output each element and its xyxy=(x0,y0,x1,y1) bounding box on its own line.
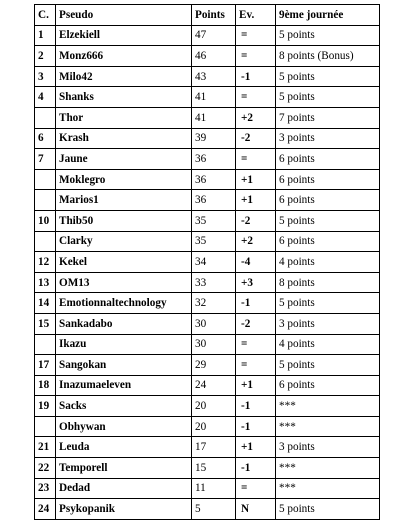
cell-matchday-points: 7 points xyxy=(276,107,380,128)
cell-pseudo: Sangokan xyxy=(56,355,192,376)
cell-rank: 2 xyxy=(35,46,56,67)
table-row xyxy=(35,107,380,128)
table-row xyxy=(35,313,380,334)
table-row xyxy=(35,25,380,46)
cell-points: 47 xyxy=(192,25,236,46)
table-header xyxy=(35,5,380,26)
cell-evolution: = xyxy=(236,87,276,108)
cell-matchday-points: 6 points xyxy=(276,149,380,170)
table-row xyxy=(35,149,380,170)
cell-points: 20 xyxy=(192,416,236,437)
table-row xyxy=(35,272,380,293)
cell-pseudo: Temporell xyxy=(56,458,192,479)
cell-matchday-points: 5 points xyxy=(276,66,380,87)
cell-pseudo: Shanks xyxy=(56,87,192,108)
cell-evolution: = xyxy=(236,25,276,46)
cell-evolution: +1 xyxy=(236,190,276,211)
cell-matchday-points: *** xyxy=(276,416,380,437)
cell-rank: 13 xyxy=(35,272,56,293)
cell-evolution: N xyxy=(236,499,276,520)
table-row xyxy=(35,128,380,149)
cell-points: 5 xyxy=(192,499,236,520)
table-body xyxy=(35,25,380,519)
cell-rank: 19 xyxy=(35,396,56,417)
cell-evolution: +2 xyxy=(236,231,276,252)
header-row xyxy=(35,5,380,26)
cell-points: 46 xyxy=(192,46,236,67)
cell-rank: 15 xyxy=(35,313,56,334)
cell-matchday-points: 5 points xyxy=(276,210,380,231)
cell-matchday-points: 6 points xyxy=(276,375,380,396)
cell-pseudo: Sankadabo xyxy=(56,313,192,334)
cell-evolution: -1 xyxy=(236,66,276,87)
cell-evolution: -4 xyxy=(236,252,276,273)
cell-matchday-points: 6 points xyxy=(276,190,380,211)
cell-pseudo: Thor xyxy=(56,107,192,128)
cell-evolution: -1 xyxy=(236,293,276,314)
table-row xyxy=(35,334,380,355)
cell-matchday-points: 5 points xyxy=(276,499,380,520)
table-row xyxy=(35,437,380,458)
cell-points: 11 xyxy=(192,478,236,499)
cell-pseudo: Thib50 xyxy=(56,210,192,231)
cell-matchday-points: 3 points xyxy=(276,313,380,334)
cell-pseudo: Krash xyxy=(56,128,192,149)
cell-matchday-points: *** xyxy=(276,396,380,417)
table-row xyxy=(35,87,380,108)
cell-matchday-points: 5 points xyxy=(276,87,380,108)
cell-pseudo: OM13 xyxy=(56,272,192,293)
standings-table xyxy=(34,4,380,520)
cell-matchday-points: 5 points xyxy=(276,293,380,314)
cell-points: 15 xyxy=(192,458,236,479)
header-evolution: Ev. xyxy=(236,5,276,26)
cell-rank: 17 xyxy=(35,355,56,376)
cell-rank: 3 xyxy=(35,66,56,87)
cell-points: 36 xyxy=(192,149,236,170)
cell-rank: 22 xyxy=(35,458,56,479)
cell-rank xyxy=(35,416,56,437)
table-row xyxy=(35,355,380,376)
cell-pseudo: Obhywan xyxy=(56,416,192,437)
cell-matchday-points: *** xyxy=(276,478,380,499)
cell-points: 30 xyxy=(192,313,236,334)
cell-pseudo: Emotionnaltechnology xyxy=(56,293,192,314)
cell-evolution: = xyxy=(236,149,276,170)
cell-matchday-points: 6 points xyxy=(276,231,380,252)
table-row xyxy=(35,169,380,190)
header-pseudo: Pseudo xyxy=(56,5,192,26)
cell-rank: 4 xyxy=(35,87,56,108)
table-row xyxy=(35,375,380,396)
cell-pseudo: Sacks xyxy=(56,396,192,417)
cell-matchday-points: 3 points xyxy=(276,128,380,149)
header-points: Points xyxy=(192,5,236,26)
table-row xyxy=(35,252,380,273)
cell-rank: 12 xyxy=(35,252,56,273)
table-row xyxy=(35,396,380,417)
cell-rank: 23 xyxy=(35,478,56,499)
cell-evolution: -2 xyxy=(236,210,276,231)
cell-evolution: = xyxy=(236,46,276,67)
table-row xyxy=(35,46,380,67)
cell-pseudo: Jaune xyxy=(56,149,192,170)
cell-rank xyxy=(35,334,56,355)
table-row xyxy=(35,293,380,314)
cell-points: 41 xyxy=(192,87,236,108)
cell-matchday-points: 8 points (Bonus) xyxy=(276,46,380,67)
cell-rank xyxy=(35,107,56,128)
cell-rank xyxy=(35,231,56,252)
cell-pseudo: Moklegro xyxy=(56,169,192,190)
cell-evolution: -2 xyxy=(236,313,276,334)
cell-points: 43 xyxy=(192,66,236,87)
cell-points: 30 xyxy=(192,334,236,355)
cell-pseudo: Inazumaeleven xyxy=(56,375,192,396)
cell-points: 20 xyxy=(192,396,236,417)
standings-table-container xyxy=(34,4,380,520)
table-row xyxy=(35,458,380,479)
cell-rank: 21 xyxy=(35,437,56,458)
cell-evolution: +1 xyxy=(236,169,276,190)
cell-evolution: +3 xyxy=(236,272,276,293)
cell-points: 41 xyxy=(192,107,236,128)
cell-matchday-points: *** xyxy=(276,458,380,479)
table-row xyxy=(35,190,380,211)
table-row xyxy=(35,66,380,87)
cell-matchday-points: 4 points xyxy=(276,334,380,355)
cell-points: 36 xyxy=(192,190,236,211)
cell-evolution: -1 xyxy=(236,396,276,417)
cell-pseudo: Ikazu xyxy=(56,334,192,355)
cell-rank: 10 xyxy=(35,210,56,231)
cell-pseudo: Leuda xyxy=(56,437,192,458)
cell-rank xyxy=(35,169,56,190)
cell-pseudo: Dedad xyxy=(56,478,192,499)
header-matchday-9: 9ème journée xyxy=(276,5,380,26)
cell-pseudo: Marios1 xyxy=(56,190,192,211)
cell-pseudo: Clarky xyxy=(56,231,192,252)
header-rank: C. xyxy=(35,5,56,26)
cell-pseudo: Elzekiell xyxy=(56,25,192,46)
cell-evolution: +1 xyxy=(236,437,276,458)
cell-evolution: -2 xyxy=(236,128,276,149)
cell-pseudo: Monz666 xyxy=(56,46,192,67)
table-row xyxy=(35,210,380,231)
cell-points: 35 xyxy=(192,210,236,231)
cell-points: 36 xyxy=(192,169,236,190)
cell-points: 35 xyxy=(192,231,236,252)
cell-evolution: +2 xyxy=(236,107,276,128)
cell-points: 33 xyxy=(192,272,236,293)
cell-evolution: = xyxy=(236,334,276,355)
cell-matchday-points: 5 points xyxy=(276,355,380,376)
cell-matchday-points: 6 points xyxy=(276,169,380,190)
cell-evolution: = xyxy=(236,478,276,499)
cell-rank: 14 xyxy=(35,293,56,314)
table-row xyxy=(35,416,380,437)
cell-rank: 6 xyxy=(35,128,56,149)
cell-evolution: -1 xyxy=(236,458,276,479)
cell-rank: 1 xyxy=(35,25,56,46)
cell-points: 17 xyxy=(192,437,236,458)
cell-points: 34 xyxy=(192,252,236,273)
cell-rank: 18 xyxy=(35,375,56,396)
cell-rank: 7 xyxy=(35,149,56,170)
cell-rank xyxy=(35,190,56,211)
cell-rank: 24 xyxy=(35,499,56,520)
cell-points: 24 xyxy=(192,375,236,396)
cell-pseudo: Milo42 xyxy=(56,66,192,87)
table-row xyxy=(35,231,380,252)
cell-points: 29 xyxy=(192,355,236,376)
cell-matchday-points: 3 points xyxy=(276,437,380,458)
table-row xyxy=(35,499,380,520)
cell-points: 39 xyxy=(192,128,236,149)
cell-evolution: = xyxy=(236,355,276,376)
table-row xyxy=(35,478,380,499)
cell-points: 32 xyxy=(192,293,236,314)
cell-matchday-points: 4 points xyxy=(276,252,380,273)
cell-evolution: +1 xyxy=(236,375,276,396)
cell-matchday-points: 8 points xyxy=(276,272,380,293)
cell-pseudo: Kekel xyxy=(56,252,192,273)
cell-pseudo: Psykopanik xyxy=(56,499,192,520)
cell-evolution: -1 xyxy=(236,416,276,437)
cell-matchday-points: 5 points xyxy=(276,25,380,46)
